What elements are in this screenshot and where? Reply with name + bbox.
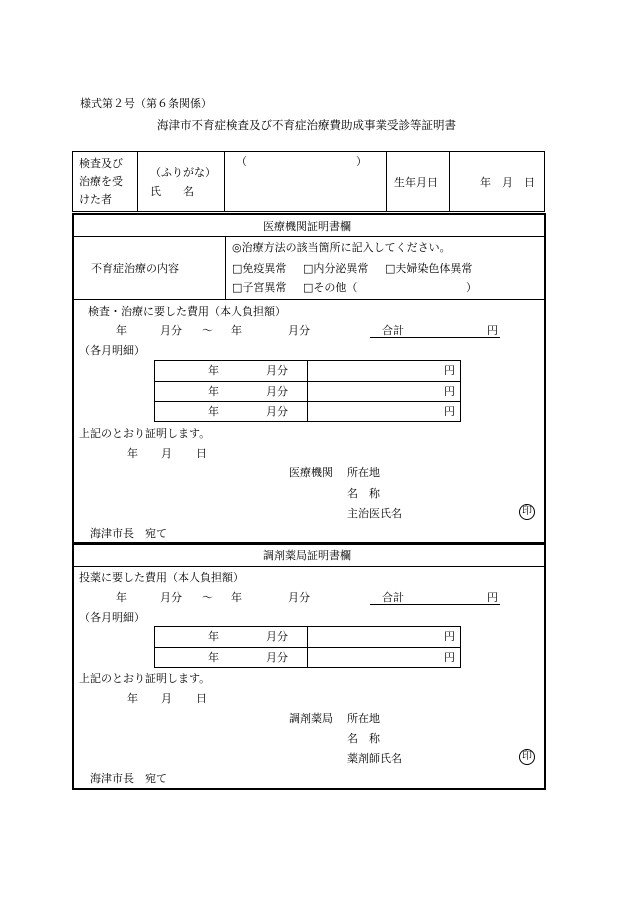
patient-name-field[interactable] [234, 170, 376, 208]
patient-label-1: 検査及び [79, 157, 123, 170]
medical-start-month[interactable]: 月分 [160, 324, 182, 337]
medical-row-year[interactable]: 年 [208, 405, 219, 418]
medical-row-month[interactable]: 月分 [266, 405, 288, 418]
pharmacy-row-month[interactable]: 月分 [266, 651, 288, 664]
medical-date-month[interactable]: 月 [161, 447, 172, 460]
medical-row-unit: 円 [444, 364, 455, 377]
medical-row-unit: 円 [444, 385, 455, 398]
pharmacy-certify-text: 上記のとおり証明します。 [79, 672, 211, 685]
medical-doctor-label: 主治医氏名 [347, 507, 402, 520]
pharmacy-row-year[interactable]: 年 [208, 630, 219, 643]
medical-row-month[interactable]: 月分 [266, 385, 288, 398]
medical-seal-icon: 印 [519, 504, 535, 520]
pharmacy-date-day[interactable]: 日 [196, 692, 207, 705]
pharmacy-end-month[interactable]: 月分 [288, 591, 310, 604]
medical-cost-label: 検査・治療に要した費用（本人負担額） [88, 305, 286, 318]
option-other[interactable]: □その他（ [303, 281, 358, 294]
pharmacy-row-unit: 円 [444, 651, 455, 664]
option-endocrine[interactable]: □内分泌異常 [303, 262, 369, 275]
medical-address-label: 所在地 [347, 466, 380, 479]
treatment-content-label: 不育症治療の内容 [91, 262, 179, 275]
medical-date-year[interactable]: 年 [127, 447, 138, 460]
medical-row-year[interactable]: 年 [208, 385, 219, 398]
option-immune[interactable]: □免疫異常 [232, 262, 287, 275]
medical-end-month[interactable]: 月分 [288, 324, 310, 337]
patient-label-3: けた者 [79, 193, 112, 206]
pharmacy-name-label: 名 称 [347, 732, 380, 745]
pharmacy-total-label: 合計 [382, 591, 404, 604]
pharmacy-start-year[interactable]: 年 [116, 591, 127, 604]
pharmacy-cost-label: 投薬に要した費用（本人負担額） [79, 571, 244, 584]
pharmacy-section-title: 調剤薬局証明書欄 [263, 549, 351, 562]
option-other-close: ） [466, 281, 477, 294]
form-number: 様式第２号（第６条関係） [80, 97, 212, 110]
birth-label: 生年月日 [394, 176, 438, 189]
pharmacy-addressee: 海津市長 宛て [90, 772, 167, 785]
pharmacy-date-year[interactable]: 年 [127, 692, 138, 705]
medical-monthly-label: （各月明細） [79, 344, 145, 357]
medical-total-unit: 円 [487, 324, 498, 337]
pharmacy-row-year[interactable]: 年 [208, 651, 219, 664]
medical-institution-label: 医療機関 [289, 466, 333, 479]
medical-row-unit: 円 [444, 405, 455, 418]
pharmacy-end-year[interactable]: 年 [231, 591, 242, 604]
pharmacy-start-month[interactable]: 月分 [160, 591, 182, 604]
pharmacy-monthly-label: （各月明細） [79, 611, 145, 624]
medical-date-day[interactable]: 日 [196, 447, 207, 460]
medical-row-year[interactable]: 年 [208, 364, 219, 377]
medical-certify-text: 上記のとおり証明します。 [79, 427, 211, 440]
furigana-open: （ [236, 155, 247, 168]
pharmacy-date-month[interactable]: 月 [161, 692, 172, 705]
pharmacy-pharmacist-label: 薬剤師氏名 [347, 752, 402, 765]
medical-name-label: 名 称 [347, 487, 380, 500]
pharmacy-institution-label: 調剤薬局 [289, 712, 333, 725]
patient-name-label: 氏 名 [150, 185, 194, 198]
pharmacy-total-unit: 円 [487, 591, 498, 604]
medical-start-year[interactable]: 年 [116, 324, 127, 337]
pharmacy-row-unit: 円 [444, 630, 455, 643]
pharmacy-seal-icon: 印 [519, 749, 535, 765]
option-chromosome[interactable]: □夫婦染色体異常 [385, 262, 473, 275]
pharmacy-address-label: 所在地 [347, 712, 380, 725]
medical-period-sep: ～ [202, 324, 213, 337]
furigana-label: （ふりがな） [150, 166, 216, 179]
option-uterine[interactable]: □子宮異常 [232, 281, 287, 294]
document-title: 海津市不育症検査及び不育症治療費助成事業受診等証明書 [157, 118, 456, 132]
patient-label-2: 治療を受 [79, 175, 123, 188]
medical-total-label: 合計 [382, 324, 404, 337]
birth-value[interactable]: 年 月 日 [480, 176, 535, 189]
pharmacy-row-month[interactable]: 月分 [266, 630, 288, 643]
medical-end-year[interactable]: 年 [231, 324, 242, 337]
medical-section-title: 医療機関証明書欄 [263, 220, 351, 233]
pharmacy-period-sep: ～ [202, 591, 213, 604]
furigana-close: ） [356, 155, 367, 168]
medical-row-month[interactable]: 月分 [266, 364, 288, 377]
treatment-instruction: ◎治療方法の該当箇所に記入してください。 [232, 241, 451, 254]
medical-addressee: 海津市長 宛て [90, 527, 167, 540]
